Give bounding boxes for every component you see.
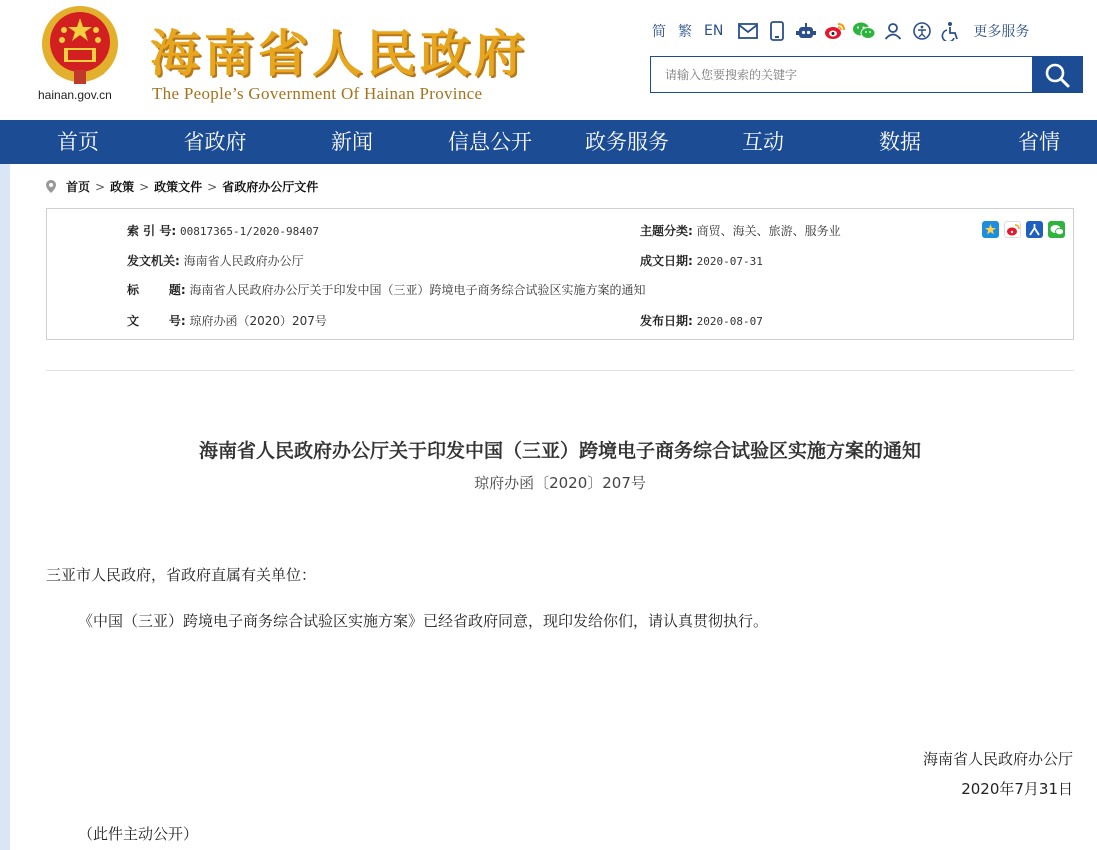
document-metadata-box [46, 208, 1074, 340]
meta-issuer-row [127, 252, 304, 269]
share-people-icon[interactable] [1026, 221, 1043, 238]
meta-created-value: 2020-07-31 [696, 255, 763, 268]
breadcrumb-policy-documents[interactable]: 政策文件 [154, 180, 203, 194]
site-domain: hainan.gov.cn [38, 88, 112, 102]
meta-title-value: 海南省人民政府办公厅关于印发中国（三亚）跨境电子商务综合试验区实施方案的通知 [189, 283, 646, 297]
breadcrumb-separator: > [95, 179, 106, 194]
search-button[interactable] [1032, 57, 1082, 92]
lang-simplified-link[interactable]: 简 [652, 24, 666, 40]
meta-index-value: 00817365-1/2020-98407 [179, 225, 320, 238]
meta-title-label: 标 [127, 283, 140, 297]
breadcrumb-policy[interactable]: 政策 [110, 180, 135, 194]
search-input[interactable] [651, 57, 1032, 92]
meta-category-label: 主题分类: [640, 224, 693, 238]
meta-index-label: 索 引 号: [127, 224, 177, 238]
meta-title-row [127, 281, 646, 298]
left-decorative-strip [0, 164, 10, 850]
nav-government-services[interactable]: 政务服务 [585, 130, 669, 154]
site-search [650, 56, 1083, 93]
meta-category-row [640, 222, 841, 239]
weibo-icon[interactable] [824, 20, 846, 42]
nav-interaction[interactable]: 互动 [742, 130, 784, 154]
meta-published-row [640, 312, 763, 329]
nav-information-disclosure[interactable]: 信息公开 [448, 130, 532, 154]
document-date: 2020年7月31日 [961, 780, 1073, 798]
share-qzone-icon[interactable] [982, 221, 999, 238]
document-disclosure-note: （此件主动公开） [78, 825, 199, 843]
header-toolbar [652, 20, 1029, 42]
breadcrumb-separator: > [139, 179, 150, 194]
accessibility-icon[interactable] [911, 20, 933, 42]
mobile-icon[interactable] [766, 20, 788, 42]
share-buttons [982, 221, 1065, 238]
lang-traditional-link[interactable]: 繁 [678, 24, 692, 40]
meta-issuer-value: 海南省人民政府办公厅 [183, 254, 304, 268]
site-logo-title[interactable]: 海南省人民政府 [150, 24, 528, 83]
breadcrumb-separator: > [207, 179, 218, 194]
breadcrumb-home[interactable]: 首页 [66, 180, 91, 194]
more-services-link[interactable]: 更多服务 [973, 24, 1030, 40]
national-emblem-icon[interactable] [40, 4, 120, 88]
elderly-mode-icon[interactable] [940, 20, 962, 42]
search-icon [1044, 62, 1070, 88]
site-header [0, 0, 1097, 120]
wechat-icon[interactable] [853, 20, 875, 42]
meta-index-row [127, 222, 319, 239]
location-pin-icon [46, 180, 56, 193]
site-logo-subtitle: The People’s Government Of Hainan Province [152, 84, 483, 103]
main-nav [0, 120, 1097, 164]
nav-data[interactable]: 数据 [879, 130, 921, 154]
nav-province-overview[interactable]: 省情 [1018, 130, 1060, 154]
document-salutation: 三亚市人民政府，省政府直属有关单位： [46, 566, 317, 584]
content-divider [46, 370, 1074, 371]
share-wechat-icon[interactable] [1048, 221, 1065, 238]
meta-category-value: 商贸、海关、旅游、服务业 [696, 224, 841, 238]
share-weibo-icon[interactable] [1004, 221, 1021, 238]
meta-docno-row [127, 312, 327, 329]
meta-created-row [640, 252, 763, 269]
user-icon[interactable] [882, 20, 904, 42]
document-title: 海南省人民政府办公厅关于印发中国（三亚）跨境电子商务综合试验区实施方案的通知 [198, 440, 921, 462]
document-number: 琼府办函〔2020〕207号 [474, 474, 646, 492]
email-icon[interactable] [737, 20, 759, 42]
nav-province-government[interactable]: 省政府 [183, 130, 247, 154]
meta-published-label: 发布日期: [640, 314, 693, 328]
nav-home[interactable]: 首页 [57, 130, 99, 154]
breadcrumb [46, 178, 318, 195]
meta-issuer-label: 发文机关: [127, 254, 180, 268]
meta-docno-value: 琼府办函（2020）207号 [189, 314, 327, 328]
meta-created-label: 成文日期: [640, 254, 693, 268]
meta-title-label-suffix: 题: [168, 283, 186, 297]
robot-icon[interactable] [795, 20, 817, 42]
lang-english-link[interactable]: EN [704, 23, 724, 39]
document-body-paragraph: 《中国（三亚）跨境电子商务综合试验区实施方案》已经省政府同意，现印发给你们，请认真贯彻执行。 [78, 612, 769, 630]
document-signature: 海南省人民政府办公厅 [922, 750, 1073, 768]
breadcrumb-office-documents[interactable]: 省政府办公厅文件 [222, 180, 319, 194]
meta-docno-label: 文 [127, 314, 140, 328]
meta-docno-label-suffix: 号: [168, 314, 186, 328]
nav-news[interactable]: 新闻 [331, 130, 373, 154]
meta-published-value: 2020-08-07 [696, 315, 763, 328]
